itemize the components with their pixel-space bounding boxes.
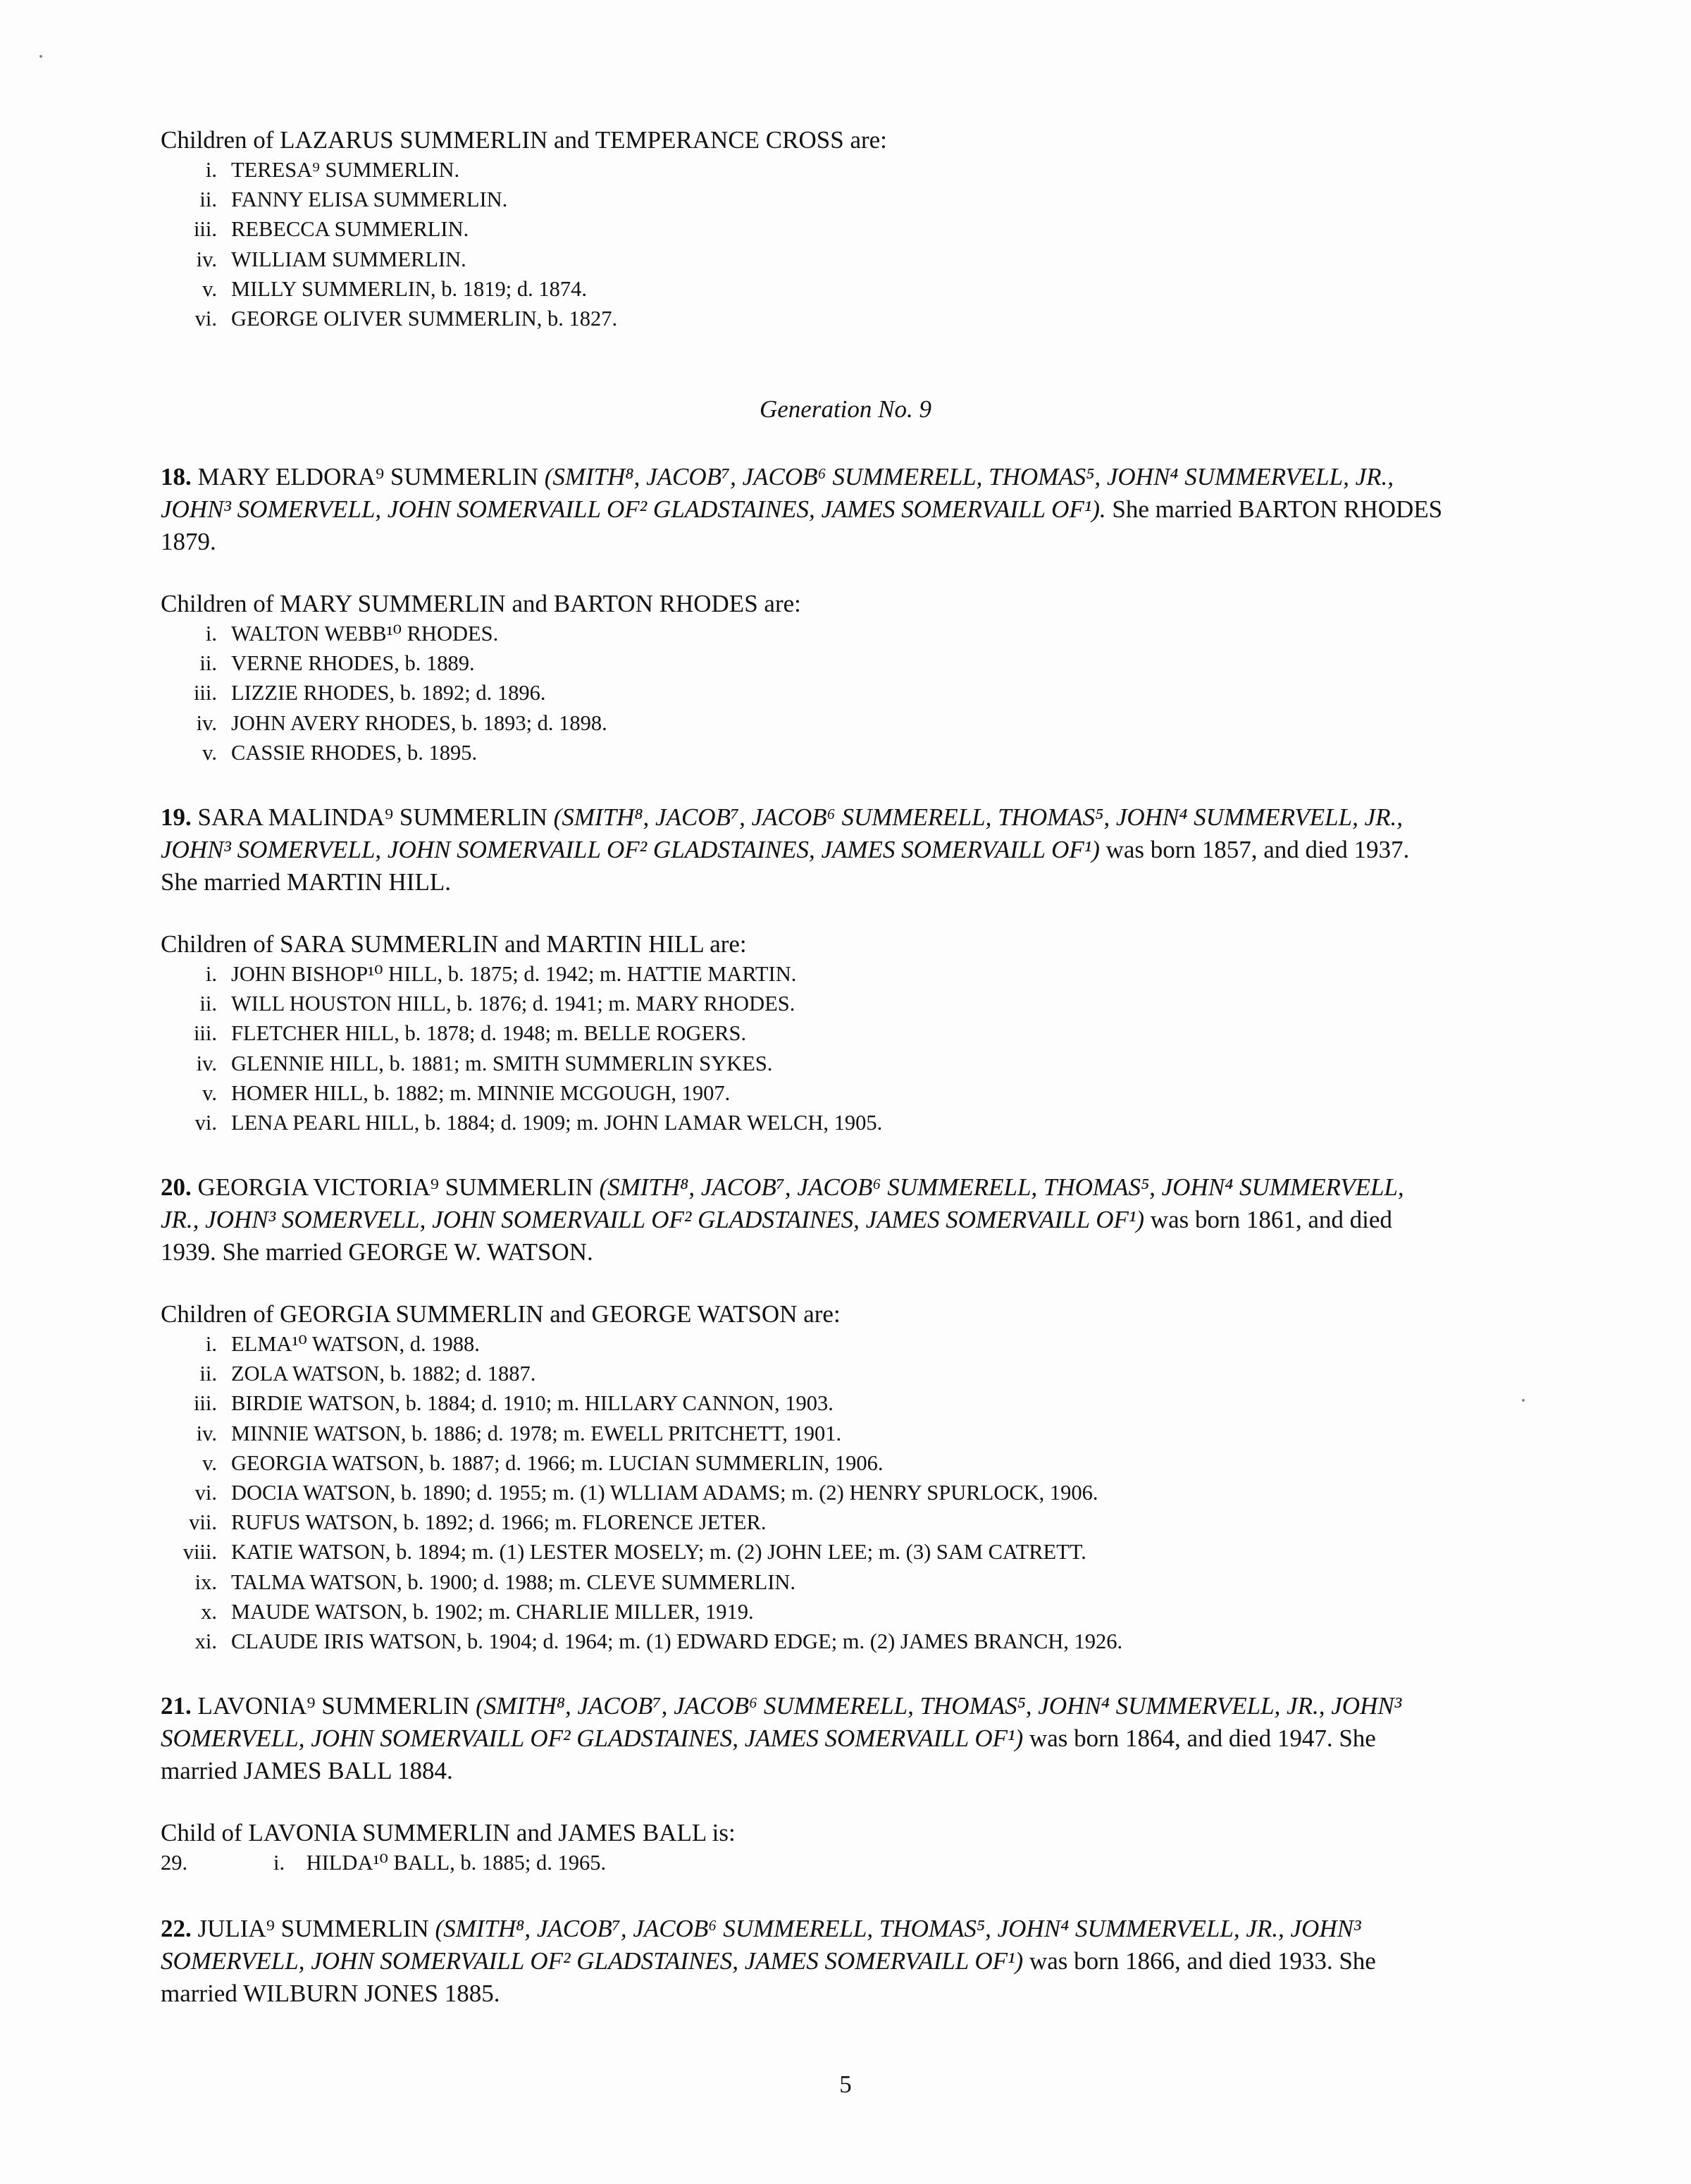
entry-paragraph xyxy=(161,461,1443,558)
scan-speck xyxy=(39,55,42,58)
children-list xyxy=(161,155,1443,333)
list-item: x. MAUDE WATSON, b. 1902; m. CHARLIE MILLER, 1919. xyxy=(201,1599,754,1624)
entry-number: 22. xyxy=(161,1915,192,1942)
entry-18 xyxy=(161,461,1443,767)
list-item: iii. FLETCHER HILL, b. 1878; d. 1948; m. BELLE ROGERS. xyxy=(193,1021,747,1046)
list-item: iv. GLENNIE HILL, b. 1881; m. SMITH SUMMERLIN SYKES. xyxy=(196,1051,773,1075)
list-item: viii. KATIE WATSON, b. 1894; m. (1) LESTER MOSELY; m. (2) JOHN LEE; m. (3) SAM CATRETT. xyxy=(182,1540,1086,1565)
list-item: vi. LENA PEARL HILL, b. 1884; d. 1909; m. JOHN LAMAR WELCH, 1905. xyxy=(194,1111,883,1135)
children-list xyxy=(161,619,1443,767)
generation-heading: Generation No. 9 xyxy=(759,395,931,423)
list-item: i. WALTON WEBB¹⁰ RHODES. xyxy=(205,622,499,646)
entry-details: was born 1861, and died 1939. She married GEORGE W. WATSON. xyxy=(161,1206,1392,1266)
children-intro: Children of LAZARUS SUMMERLIN and TEMPERANCE CROSS are: xyxy=(161,126,887,154)
children-list xyxy=(161,1848,1443,1877)
list-item: vii. RUFUS WATSON, b. 1892; d. 1966; m. FLORENCE JETER. xyxy=(189,1510,767,1535)
children-list xyxy=(161,959,1443,1137)
list-item: xi. CLAUDE IRIS WATSON, b. 1904; d. 1964; m. (1) EDWARD EDGE; m. (2) JAMES BRANCH, 1926. xyxy=(194,1629,1123,1654)
entry-22 xyxy=(161,1913,1443,2010)
entry-20 xyxy=(161,1171,1443,1656)
ancestry: (SMITH⁸, JACOB⁷, JACOB⁶ SUMMERELL, THOMAS⁵, JOHN⁴ SUMMERVELL, JR., JOHN³ SOMERVELL, JOHN SOMERVAILL OF² GLADSTAINES, JAMES SOMERVAILL OF¹) xyxy=(161,1915,1361,1975)
entry-19 xyxy=(161,801,1443,1137)
entry-details: was born 1864, and died 1947. She married JAMES BALL 1884. xyxy=(161,1725,1376,1784)
list-item: ix. TALMA WATSON, b. 1900; d. 1988; m. CLEVE SUMMERLIN. xyxy=(194,1569,796,1594)
list-item: vi. GEORGE OLIVER SUMMERLIN, b. 1827. xyxy=(194,307,618,331)
person-name: SARA MALINDA⁹ SUMMERLIN xyxy=(197,803,547,831)
children-intro: Children of GEORGIA SUMMERLIN and GEORGE WATSON are: xyxy=(161,1300,841,1328)
list-item: ii. FANNY ELISA SUMMERLIN. xyxy=(199,187,508,212)
list-item: ii. VERNE RHODES, b. 1889. xyxy=(199,651,475,676)
person-name: LAVONIA⁹ SUMMERLIN xyxy=(197,1692,470,1720)
children-intro: Child of LAVONIA SUMMERLIN and JAMES BALL is: xyxy=(161,1819,736,1846)
entry-paragraph xyxy=(161,1171,1443,1269)
list-item: iii. REBECCA SUMMERLIN. xyxy=(193,217,469,242)
list-item: i. TERESA⁹ SUMMERLIN. xyxy=(205,158,460,182)
entry-number: 20. xyxy=(161,1173,192,1201)
list-item: iv. WILLIAM SUMMERLIN. xyxy=(196,247,466,271)
entry-details: was born 1857, and died 1937. She married MARTIN HILL. xyxy=(161,836,1410,896)
children-list xyxy=(161,1329,1443,1656)
page-number: 5 xyxy=(839,2071,852,2098)
list-item: v. MILLY SUMMERLIN, b. 1819; d. 1874. xyxy=(202,276,587,301)
lazarus-children-section xyxy=(161,124,1443,333)
list-item: iv. MINNIE WATSON, b. 1886; d. 1978; m. EWELL PRITCHETT, 1901. xyxy=(196,1421,842,1445)
entry-details: She married BARTON RHODES 1879. xyxy=(161,495,1443,555)
list-item: iii. LIZZIE RHODES, b. 1892; d. 1896. xyxy=(193,681,546,705)
person-name: MARY ELDORA⁹ SUMMERLIN xyxy=(197,463,538,491)
entry-paragraph xyxy=(161,1913,1443,2010)
list-item: v. CASSIE RHODES, b. 1895. xyxy=(202,740,478,765)
entry-paragraph xyxy=(161,1690,1443,1787)
entry-details: was born 1866, and died 1933. She married WILBURN JONES 1885. xyxy=(161,1947,1376,2007)
entry-paragraph xyxy=(161,801,1443,899)
children-intro: Children of MARY SUMMERLIN and BARTON RHODES are: xyxy=(161,590,801,617)
list-item: 29. i. HILDA¹⁰ BALL, b. 1885; d. 1965. xyxy=(161,1848,1443,1877)
ancestry: (SMITH⁸, JACOB⁷, JACOB⁶ SUMMERELL, THOMAS⁵, JOHN⁴ SUMMERVELL, JR., JOHN³ SOMERVELL, JOHN SOMERVAILL OF² GLADSTAINES, JAMES SOMERVAILL OF¹) xyxy=(161,1173,1404,1233)
list-item: i. ELMA¹⁰ WATSON, d. 1988. xyxy=(205,1332,480,1356)
entry-21 xyxy=(161,1690,1443,1877)
scan-speck xyxy=(1522,1399,1525,1402)
list-item: v. GEORGIA WATSON, b. 1887; d. 1966; m. LUCIAN SUMMERLIN, 1906. xyxy=(202,1450,884,1475)
list-item: vi. DOCIA WATSON, b. 1890; d. 1955; m. (1) WLLIAM ADAMS; m. (2) HENRY SPURLOCK, 1906. xyxy=(194,1481,1098,1505)
list-item: iii. BIRDIE WATSON, b. 1884; d. 1910; m. HILLARY CANNON, 1903. xyxy=(193,1391,834,1416)
person-name: GEORGIA VICTORIA⁹ SUMMERLIN xyxy=(197,1173,593,1201)
ancestry: (SMITH⁸, JACOB⁷, JACOB⁶ SUMMERELL, THOMAS⁵, JOHN⁴ SUMMERVELL, JR., JOHN³ SOMERVELL, JOHN SOMERVAILL OF² GLADSTAINES, JAMES SOMERVAILL OF¹) xyxy=(161,803,1404,863)
ancestry: (SMITH⁸, JACOB⁷, JACOB⁶ SUMMERELL, THOMAS⁵, JOHN⁴ SUMMERVELL, JR., JOHN³ SOMERVELL, JOHN SOMERVAILL OF² GLADSTAINES, JAMES SOMERVAILL OF¹). xyxy=(161,463,1394,523)
ancestry: (SMITH⁸, JACOB⁷, JACOB⁶ SUMMERELL, THOMAS⁵, JOHN⁴ SUMMERVELL, JR., JOHN³ SOMERVELL, JOHN SOMERVAILL OF² GLADSTAINES, JAMES SOMERVAILL OF¹) xyxy=(161,1692,1402,1752)
entry-number: 18. xyxy=(161,463,192,491)
person-name: JULIA⁹ SUMMERLIN xyxy=(197,1915,429,1942)
list-item: iv. JOHN AVERY RHODES, b. 1893; d. 1898. xyxy=(196,710,607,735)
list-item: i. JOHN BISHOP¹⁰ HILL, b. 1875; d. 1942; m. HATTIE MARTIN. xyxy=(205,962,797,986)
list-item: ii. WILL HOUSTON HILL, b. 1876; d. 1941; m. MARY RHODES. xyxy=(199,992,795,1016)
entry-number: 19. xyxy=(161,803,192,831)
children-intro: Children of SARA SUMMERLIN and MARTIN HILL are: xyxy=(161,930,747,958)
list-item: ii. ZOLA WATSON, b. 1882; d. 1887. xyxy=(199,1362,536,1386)
child-reference-number: 29. xyxy=(161,1851,188,1875)
list-item: v. HOMER HILL, b. 1882; m. MINNIE MCGOUGH, 1907. xyxy=(202,1080,731,1105)
entry-number: 21. xyxy=(161,1692,192,1720)
